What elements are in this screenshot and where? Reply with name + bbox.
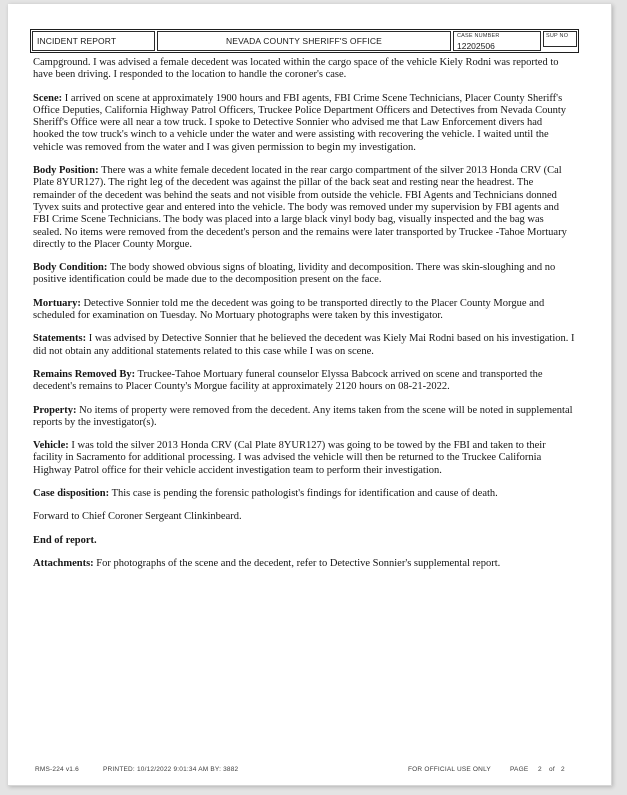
section-text: For photographs of the scene and the decedent, refer to Detective Sonnier's supplemental report.: [93, 557, 501, 569]
section-text: I was told the silver 2013 Honda CRV (Cal Plate 8YUR127) was going to be towed by the FBI and taken to their facility in Sacramento for additional processing. I was advised the vehicle will then be returned to the Truckee California Highway Patrol office for their vehicle accident investigation team to perform their investigation.: [33, 440, 546, 476]
section-label: Vehicle:: [33, 440, 69, 452]
section-text: Detective Sonnier told me the decedent was going to be transported directly to the Placer County Morgue and scheduled for examination on Tuesday. No Mortuary photographs were taken by this investigator.: [33, 297, 545, 322]
report-paragraph: [33, 93, 575, 154]
section-text: Truckee-Tahoe Mortuary funeral counselor Elyssa Babcock arrived on scene and transported the decedent's remains to Placer County's Morgue facility at approximately 2120 hours on 08-21-2022.: [33, 368, 543, 393]
section-label: Mortuary:: [33, 297, 81, 309]
section-text: Campground. I was advised a female decedent was located within the cargo space of the vehicle Kiely Rodni was reported to have been driving. I responded to the location to handle the coroner's case.: [33, 57, 559, 81]
case-number-label: CASE NUMBER: [457, 33, 500, 39]
section-label: Remains Removed By:: [33, 368, 136, 380]
section-label: Scene:: [33, 92, 63, 104]
report-paragraph: [33, 369, 575, 394]
report-paragraph: [33, 165, 575, 251]
section-label: Body Condition:: [33, 262, 108, 274]
section-text: This case is pending the forensic pathologist's findings for identification and cause of death.: [109, 488, 498, 500]
case-number-cell: [453, 31, 541, 51]
printed-info: PRINTED: 10/12/2022 9:01:34 AM BY: 3882: [103, 766, 239, 773]
agency-cell: [157, 31, 451, 51]
section-text: Forward to Chief Coroner Sergeant Clinkinbeard.: [33, 511, 242, 523]
section-text: The body showed obvious signs of bloating, lividity and decomposition. There was skin-sloughing and no positive identification could be made due to the decomposition present on the face.: [33, 262, 556, 286]
section-label: Attachments:: [33, 557, 94, 569]
page-current: 2: [538, 766, 542, 773]
sup-no-label: SUP NO: [546, 33, 569, 39]
page-label: PAGE: [510, 766, 529, 773]
section-label: Case disposition:: [33, 488, 110, 500]
report-paragraph: [33, 440, 575, 477]
report-paragraph: [33, 558, 575, 570]
section-label: Statements:: [33, 333, 87, 345]
report-paragraph: [33, 262, 575, 287]
report-paragraph: [33, 298, 575, 323]
report-body: [33, 57, 575, 581]
report-page: [8, 4, 612, 786]
form-version: RMS-224 v1.6: [35, 766, 79, 773]
section-text: I arrived on scene at approximately 1900 hours and FBI agents, FBI Crime Scene Technicians, Placer County Sheriff's Office Deputies, California Highway Patrol Officers, Truckee Police Department Officers and Detectives from Nevada County Sheriff's Office were all near a tow truck. I spoke to Detective Sonnier who advised me that Law Enforcement divers had hooked the tow truck's winch to a vehicle under the water and were assisting with recovering the vehicle. I waited until the vehicle was removed from the water and I was given permission to begin my investigation.: [33, 92, 567, 153]
case-number-value: 12202506: [457, 41, 495, 51]
section-text: No items of property were removed from the decedent. Any items taken from the scene will be noted in supplemental reports by the investigator(s).: [33, 404, 573, 428]
report-paragraph: [33, 488, 575, 500]
section-text: There was a white female decedent located in the rear cargo compartment of the silver 2013 Honda CRV (Cal Plate 8YUR127). The right leg of the decedent was against the pillar of the back seat and resting near the headrest. The remainder of the decedent was behind the seats and not visible from outside the vehicle. FBI Agents and Technicians donned Tyvex suits and protective gear and entered into the vehicle. The body was removed under my supervision by FBI agents and FBI Crime Scene Technicians. The body was placed into a large black vinyl body bag, visually inspected and the bag was sealed. No items were removed from the decedent's person and the remains were later transported by Truckee -Tahoe Mortuary directly to the Placer County Morgue.: [33, 165, 567, 250]
section-label: Body Position:: [33, 165, 99, 177]
page-total: 2: [561, 766, 565, 773]
report-paragraph: [33, 57, 575, 82]
report-paragraph: [33, 333, 575, 358]
report-type-cell: [32, 31, 155, 51]
report-paragraph: [33, 511, 575, 523]
section-text: I was advised by Detective Sonnier that he believed the decedent was Kiely Mai Rodni based on his investigation. I did not obtain any additional statements related to this case while I was on scene.: [33, 333, 575, 357]
report-header: [30, 29, 579, 53]
section-label: Property:: [33, 404, 77, 416]
section-label: End of report.: [33, 534, 97, 546]
sup-no-cell: [543, 31, 577, 47]
page-of-label: of: [549, 766, 555, 773]
report-footer: [8, 766, 612, 778]
report-type-label: INCIDENT REPORT: [37, 36, 117, 46]
report-paragraph: [33, 535, 575, 547]
agency-name: NEVADA COUNTY SHERIFF'S OFFICE: [226, 36, 382, 46]
report-paragraph: [33, 405, 575, 430]
official-use-notice: FOR OFFICIAL USE ONLY: [408, 766, 491, 773]
